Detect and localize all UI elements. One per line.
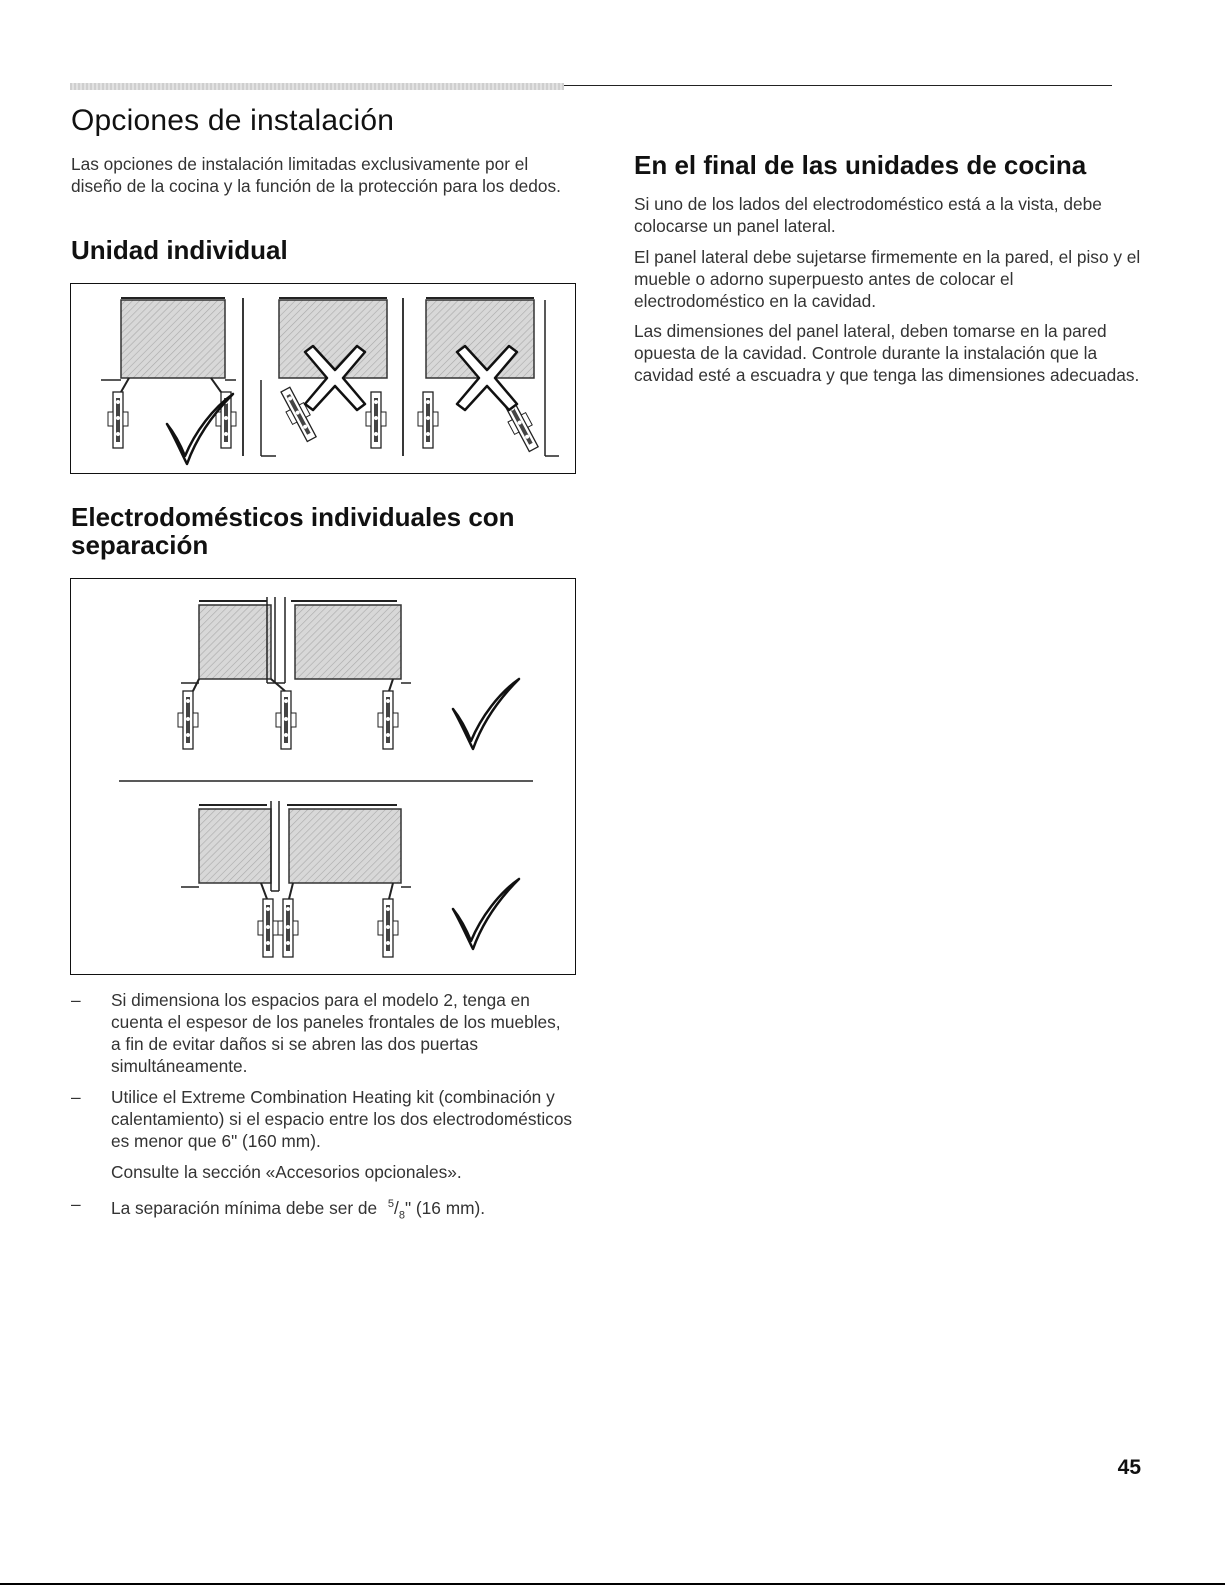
bullet-item [71, 1193, 573, 1226]
figure-single-unit [70, 283, 576, 474]
fraction-numerator: 5 [387, 1198, 395, 1210]
intro-text: Las opciones de instalación limitadas exclusivamente por el diseño de la cocina y la función de la protección para los dedos. [71, 154, 561, 196]
bullet-text: Si dimensiona los espacios para el modelo 2, tenga en cuenta el espesor de los paneles frontales de los muebles, a fin de evitar daños si se abren las dos puertas simultáneamente. [111, 990, 561, 1076]
bullet-dash: – [71, 1087, 81, 1107]
separated-units-diagram [71, 579, 574, 973]
separated-arrangement-upper [178, 597, 519, 749]
bullet-dash: – [71, 990, 81, 1010]
single-unit-diagram [71, 284, 574, 472]
diagram-panel-b [261, 298, 403, 456]
fraction: $^5/_8$ [387, 1197, 405, 1222]
fraction-denominator: 8 [398, 1209, 405, 1222]
bullet-text: Utilice el Extreme Combination Heating kit (combinación y calentamiento) si el espacio entre los dos electrodomésticos es menor que 6" (160 mm). [111, 1087, 573, 1151]
diagram-panel-a [101, 298, 243, 464]
right-section-title: En el final de las unidades de cocina [634, 150, 1087, 180]
fraction-suffix: " (16 mm). [404, 1197, 486, 1218]
figure-separated-units [70, 578, 576, 975]
page-title: Opciones de instalación [71, 104, 395, 137]
bullet-text: La separación mínima debe ser de [111, 1197, 378, 1218]
consult-note: Consulte la sección «Accesorios opcionales». [111, 1162, 462, 1182]
right-paragraph: Si uno de los lados del electrodoméstico está a la vista, debe colocarse un panel lateral. [634, 194, 1102, 236]
bullet-item [71, 1086, 573, 1152]
separated-arrangement-lower [181, 801, 519, 957]
bullet-dash: – [71, 1194, 81, 1214]
right-paragraph: Las dimensiones del panel lateral, deben tomarse en la pared opuesta de la cavidad. Controle durante la instalación que la cavidad esté a escuadra y que tenga las dimensiones adecuadas. [634, 321, 1140, 385]
section-title-separated: Electrodomésticos individuales con separación [71, 502, 515, 560]
header-shaded-rule [70, 83, 564, 90]
right-paragraph: El panel lateral debe sujetarse firmemente en la pared, el piso y el mueble o adorno superpuesto antes de colocar el electrodoméstico en la cavidad. [634, 247, 1141, 311]
section-title-single-unit: Unidad individual [71, 235, 288, 265]
page-number: 45 [1117, 1456, 1141, 1479]
diagram-panel-c [418, 298, 559, 456]
bullet-item [71, 989, 573, 1077]
header-thin-rule [564, 85, 1112, 86]
